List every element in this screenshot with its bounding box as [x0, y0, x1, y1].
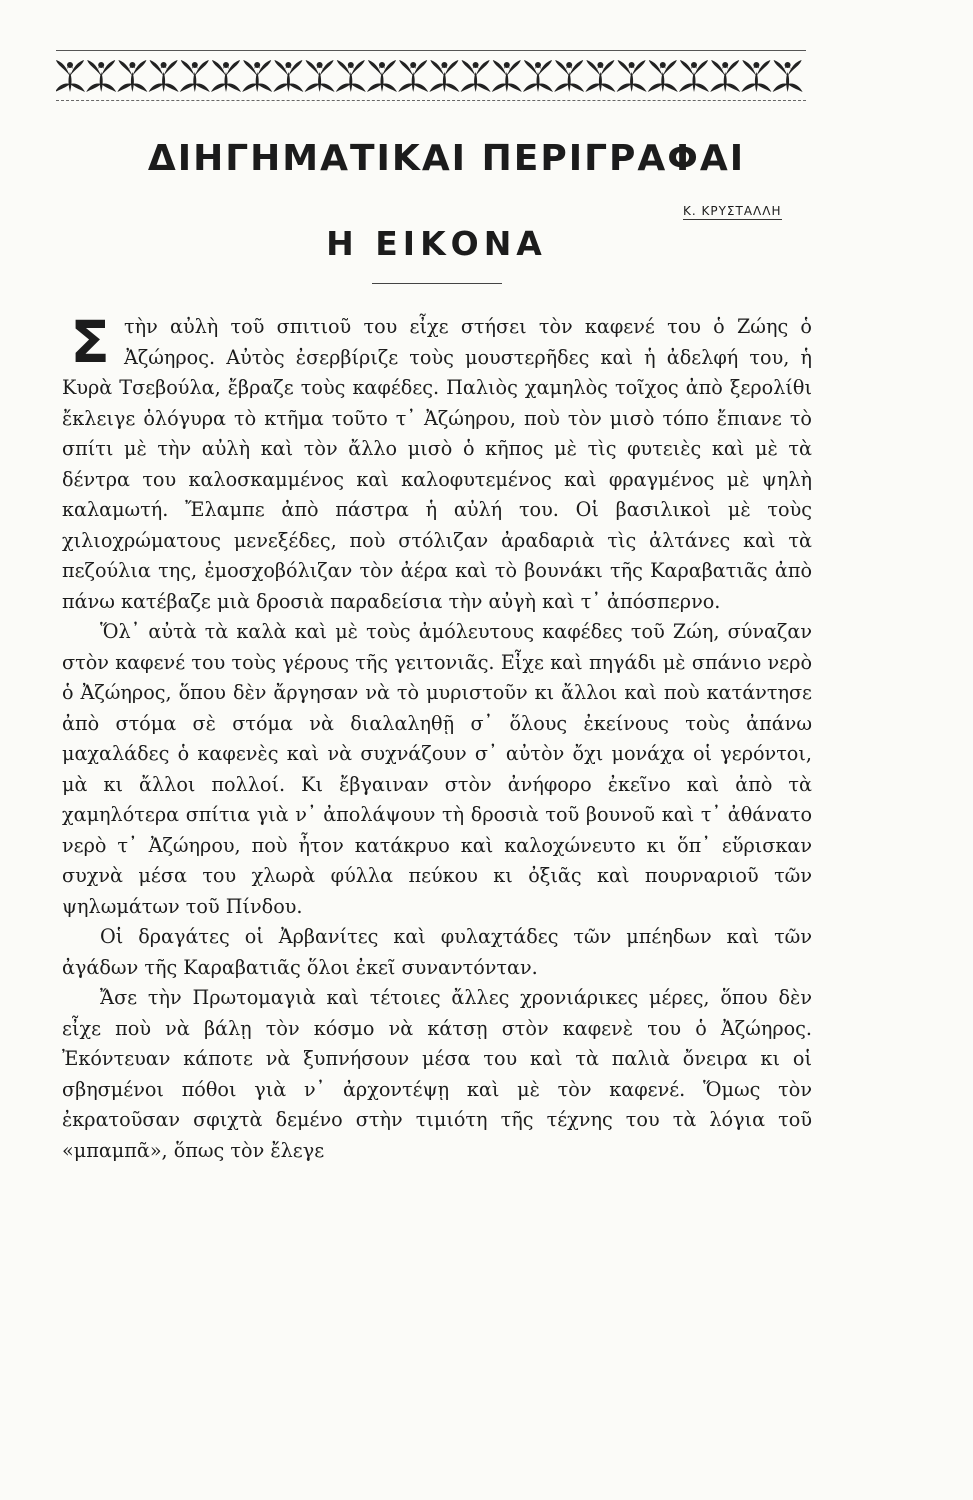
ornament-motif [461, 60, 491, 92]
ornament-motif [86, 60, 116, 92]
paragraph-1-text: τὴν αὐλὴ τοῦ σπιτιοῦ του εἶχε στήσει τὸν καφενέ του ὁ Ζώης ὁ Ἀζώηρος. Αὐτὸς ἐσερβίριζε τοὺς μουστερῆδες καὶ ἡ ἀδελφή του, ἡ Κυρὰ Τσεβούλα, ἔβραζε τοὺς καφέδες. Παλιὸς χαμηλὸς τοῖχος ἀπὸ ξερολίθι ἔκλειγε ὁλόγυρα τὸ κτῆμα τοῦτο τ᾿ Ἀζώηρου, ποὺ τὸν μισὸ τόπο ἔπιανε τὸ σπίτι μὲ τὴν αὐλὴ καὶ τὸν ἄλλο μισὸ ὁ κῆπος μὲ τὶς φυτειὲς καὶ μὲ τὰ δέντρα του καλοσκαμμένος καὶ καλοφυτεμένος καὶ φραγμένος μὲ ψηλὴ καλαμωτή. Ἔλαμπε ἀπὸ πάστρα ἡ αὐλή του. Οἱ βασιλικοὶ μὲ τοὺς χιλιοχρώματους μενεξέδες, ποὺ στόλιζαν ἀραδαριὰ τὶς ἀλτάνες καὶ τὰ πεζούλια της, ἐμοσχοβόλιζαν τὸν ἀέρα καὶ τὸ βουνάκι τῆς Καραβατιᾶς ἀπὸ πάνω κατέβαζε μιὰ δροσιὰ παραδείσια τὴν αὐγὴ καὶ τ᾿ ἀπόσπερνο. [62, 315, 812, 613]
top-rule [56, 50, 806, 51]
ornament-motif [242, 60, 272, 92]
ornament-motif [429, 60, 459, 92]
ornament-motif [367, 60, 397, 92]
bottom-rule [56, 100, 806, 101]
section-title: ΔΙΗΓΗΜΑΤΙΚΑΙ ΠΕΡΙΓΡΑΦΑΙ [147, 138, 746, 179]
ornament-motif [585, 60, 615, 92]
paragraph-1 [62, 308, 812, 617]
ornament-motif [554, 60, 584, 92]
story-text [62, 308, 812, 1166]
ornament-motif [273, 60, 303, 92]
ornament-motif [617, 60, 647, 92]
paragraph-2: Ὅλ᾿ αὐτὰ τὰ καλὰ καὶ μὲ τοὺς ἀμόλευτους καφέδες τοῦ Ζώη, σύναζαν στὸν καφενέ του τοὺς γέρους τῆς γειτονιᾶς. Εἶχε καὶ πηγάδι μὲ σπάνιο νερὸ ὁ Ἀζώηρος, ὅπου δὲν ἄργησαν νὰ τὸ μυριστοῦν κι ἄλλοι καὶ ποὺ κατάντησε ἀπὸ στόμα σὲ στόμα νὰ διαλαληθῇ σ᾿ ὅλους ἐκείνους τοὺς ἀπάνω μαχαλάδες ὁ καφενὲς καὶ νὰ συχνάζουν σ᾿ αὐτὸν ὄχι μονάχα οἱ γερόντοι, μὰ κι ἄλλοι πολλοί. Κι ἔβγαιναν στὸν ἀνήφορο ἐκεῖνο καὶ ἀπὸ τὰ χαμηλότερα σπίτια γιὰ ν᾿ ἀπολάψουν τὴ δροσιὰ τοῦ βουνοῦ καὶ τ᾿ ἀθάνατο νερὸ τ᾿ Ἀζώηρου, ποὺ ἦτον κατάκρυο καὶ καλοχώνευτο κι ὅπ᾿ εὕρισκαν συχνὰ μέσα του χλωρὰ φύλλα πεύκου κι ὀξιᾶς καὶ πουρναριοῦ τῶν ψηλωμάτων τοῦ Πίνδου. [62, 620, 812, 918]
ornament-motif [492, 60, 522, 92]
story-title: Η ΕΙΚΟΝΑ [326, 224, 547, 263]
ornament-motif [149, 60, 179, 92]
paragraph-3: Οἱ δραγάτες οἱ Ἀρβανίτες καὶ φυλαχτάδες τῶν μπέηδων καὶ τῶν ἀγάδων τῆς Καραβατιᾶς ὅλοι ἐκεῖ συναντόνταν. [62, 925, 812, 979]
ornament-motif [180, 60, 210, 92]
author-name: Κ. ΚΡΥΣΤΑΛΛΗ [683, 204, 782, 218]
ornament-motif [336, 60, 366, 92]
paragraph-4: Ἄσε τὴν Πρωτομαγιὰ καὶ τέτοιες ἄλλες χρονιάρικες μέρες, ὅπου δὲν εἶχε ποὺ νὰ βάλῃ τὸν κόσμο νὰ κάτσῃ στὸν καφενὲ του ὁ Ἀζώηρος. Ἐκόντευαν κάποτε νὰ ξυπνήσουν μέσα του καὶ τὰ παλιὰ ὄνειρα κι οἱ σβησμένοι πόθοι γιὰ ν᾿ ἀρχοντέψῃ καὶ μὲ τὸν καφενέ. Ὅμως τὸν ἐκρατοῦσαν σφιχτὰ δεμένο στὴν τιμιότη τῆς τέχνης του τὰ λόγια τοῦ «μπαμπᾶ», ὅπως τὸν ἔλεγε [62, 986, 812, 1162]
ornament-svg [56, 56, 806, 96]
ornament-motif [117, 60, 147, 92]
ornament-motif [648, 60, 678, 92]
ornament-motif [679, 60, 709, 92]
ornament-motif [710, 60, 740, 92]
dropcap-letter: Σ [70, 308, 110, 376]
ornament-motif [741, 60, 771, 92]
ornament-motif [773, 60, 803, 92]
floral-ornament-band-icon [56, 56, 806, 96]
title-underline [372, 283, 502, 284]
ornament-motif [56, 60, 85, 92]
ornament-motif [523, 60, 553, 92]
ornament-motif [211, 60, 241, 92]
ornament-motif [398, 60, 428, 92]
ornament-motif [305, 60, 335, 92]
